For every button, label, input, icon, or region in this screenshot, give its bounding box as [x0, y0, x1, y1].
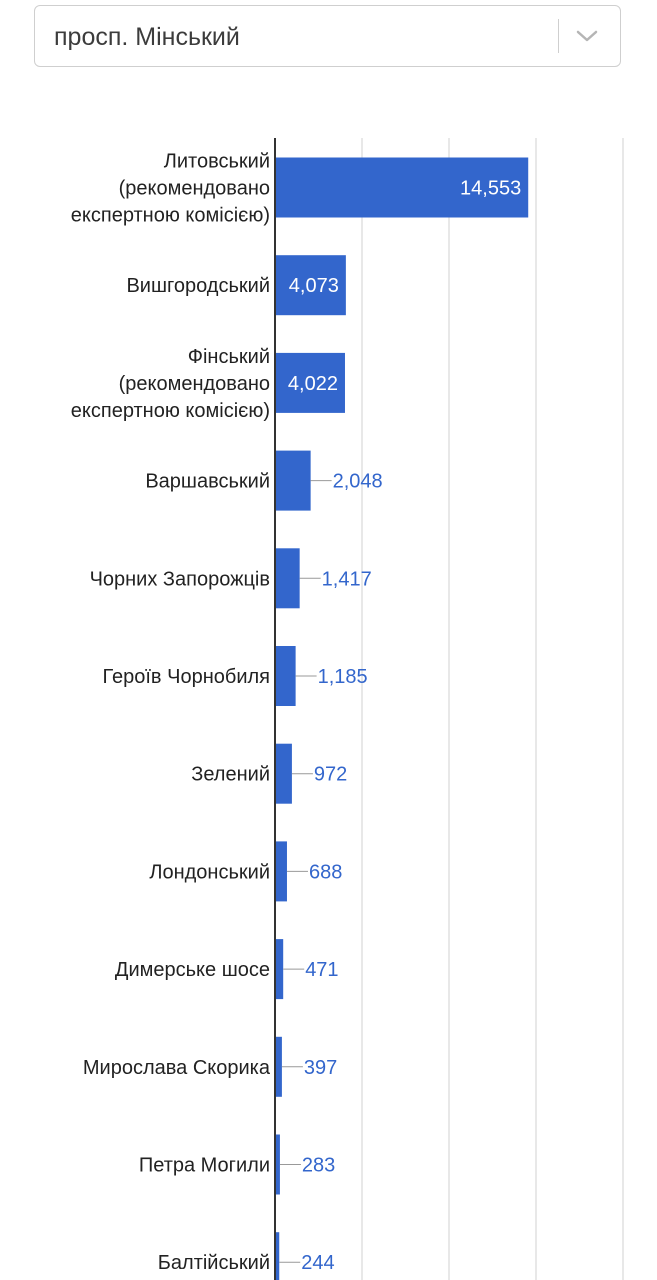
bar [275, 939, 283, 999]
value-label: 972 [313, 763, 348, 786]
category-label-line: Варшавський [145, 470, 270, 493]
value-label: 397 [303, 1056, 338, 1079]
category-label [71, 346, 270, 422]
category-label [139, 1155, 270, 1177]
value-label: 244 [301, 1252, 335, 1275]
bar [275, 451, 311, 511]
category-label [71, 151, 270, 227]
category-label [126, 275, 270, 297]
category-label [115, 959, 270, 981]
bar-group [145, 451, 382, 511]
bar [275, 744, 292, 804]
category-label-line: Зелений [191, 763, 270, 786]
bar-group [115, 939, 339, 999]
category-label-line: Вишгородський [126, 275, 270, 298]
category-label-line: експертною комісією) [70, 399, 270, 422]
value-label: 4,073 [288, 275, 339, 298]
category-label [103, 666, 270, 688]
category-label-line: Литовський [163, 150, 270, 173]
category-label-line: Героїв Чорнобиля [102, 666, 270, 688]
category-label [90, 568, 270, 590]
value-label: 2,048 [332, 470, 383, 493]
value-label: 1,185 [317, 666, 368, 688]
bar-group [83, 1037, 337, 1097]
bar-group [103, 646, 368, 706]
value-label: 1,417 [321, 568, 372, 591]
category-label [191, 764, 270, 786]
bar [275, 1037, 282, 1097]
category-label-line: Димерське шосе [114, 959, 270, 982]
category-label-line: експертною комісією) [70, 204, 270, 227]
street-select-value: просп. Мінський [54, 23, 240, 51]
gridlines [362, 138, 623, 1280]
bar-group [126, 255, 345, 315]
category-label-line: Лондонський [149, 861, 270, 884]
bar-group [90, 548, 372, 608]
category-label [83, 1057, 271, 1079]
value-label: 688 [308, 861, 343, 884]
category-label [158, 1252, 270, 1274]
bar [275, 646, 296, 706]
category-label-line: Фінський [187, 345, 270, 368]
category-label-line: Чорних Запорожців [89, 568, 270, 591]
category-label [149, 861, 270, 883]
bar-group [71, 151, 528, 227]
bar-group [139, 1135, 335, 1195]
value-label: 4,022 [287, 372, 338, 395]
value-label: 14,553 [460, 177, 522, 200]
bar [275, 548, 300, 608]
bar [275, 841, 287, 901]
value-label: 283 [301, 1154, 336, 1177]
bar-group [191, 744, 347, 804]
category-label [145, 471, 270, 493]
category-label-line: Балтійський [157, 1252, 270, 1275]
category-label-line: (рекомендовано [118, 177, 270, 200]
category-label-line: Мирослава Скорика [82, 1056, 270, 1079]
bar-group [158, 1232, 335, 1280]
category-label-line: Петра Могили [138, 1154, 270, 1177]
bar-group [71, 346, 345, 422]
value-label: 471 [305, 959, 339, 982]
bar-group [149, 841, 342, 901]
category-label-line: (рекомендовано [118, 372, 270, 395]
